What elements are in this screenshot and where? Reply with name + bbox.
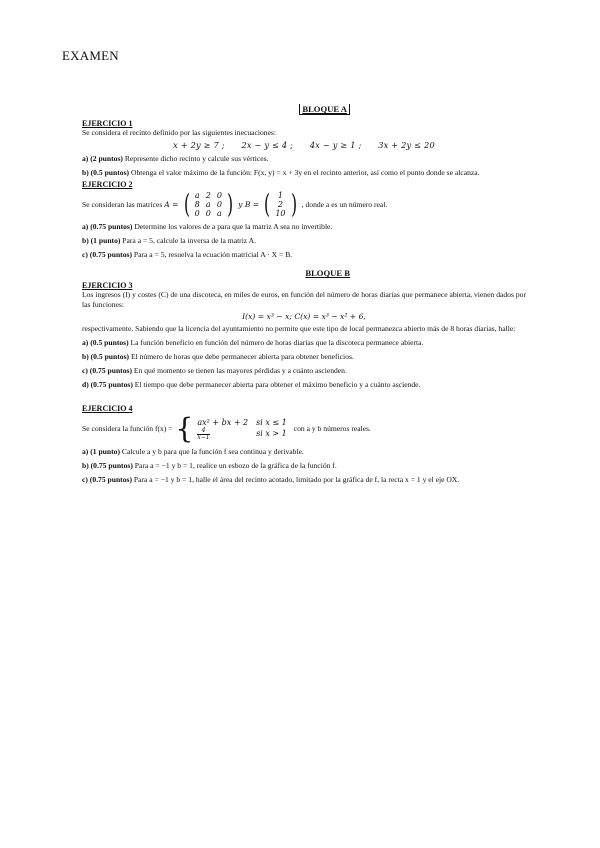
bloque-b-label: BLOQUE B bbox=[305, 268, 350, 278]
part-text: El número de horas que debe permanecer abierta para obtener beneficios. bbox=[129, 352, 354, 361]
ejercicio-3-part-c bbox=[82, 366, 526, 376]
ejercicio-2-matrices bbox=[82, 191, 526, 218]
part-text: Para a = −1 y b = 1, halle el área del recinto acotado, limitado por la gráfica de f, la recta x = 1 y el eje OX. bbox=[132, 475, 460, 484]
matrix-a-cell: 2 bbox=[205, 191, 211, 200]
piece-2-expr bbox=[193, 428, 252, 441]
ejercicio-2-part-c bbox=[82, 250, 526, 260]
ejercicio-3-intro: Los ingresos (I) y costes (C) de una discoteca, en miles de euros, en función del número de horas diarias que permanece abierta, vienen dados por las funciones: bbox=[82, 290, 526, 309]
matrices-tail: , donde a es un número real. bbox=[301, 199, 388, 209]
matrix-b-cell: 2 bbox=[277, 200, 283, 209]
part-label: a) (0.5 puntos) bbox=[82, 338, 129, 347]
ejercicio-4-title: EJERCICIO 4 bbox=[82, 404, 133, 413]
function-tail: con a y b números reales. bbox=[293, 424, 371, 433]
piece-1-expr: ax² + bx + 2 bbox=[197, 417, 249, 427]
part-label: a) (0.75 puntos) bbox=[82, 222, 133, 231]
part-label: a) (2 puntos) bbox=[82, 154, 123, 163]
ejercicio-3-part-d bbox=[82, 380, 526, 390]
part-label: a) (1 punto) bbox=[82, 447, 120, 456]
matrix-b: ( 1 2 10 ) bbox=[264, 189, 297, 220]
part-text: Determine los valores de a para que la matriz A sea no invertible. bbox=[132, 222, 333, 231]
inequality-1: x + 2y ≥ 7 ; bbox=[173, 140, 225, 150]
bloque-a-heading bbox=[82, 104, 526, 115]
matrix-b-cell: 10 bbox=[275, 209, 286, 218]
matrix-a-cell: a bbox=[205, 200, 211, 209]
matrix-a-cell: a bbox=[194, 191, 200, 200]
part-label: c) (0.75 puntos) bbox=[82, 366, 132, 375]
part-label: d) (0.75 puntos) bbox=[82, 380, 133, 389]
inequality-3: 4x − y ≥ 1 ; bbox=[309, 140, 362, 150]
ejercicio-3-part-a bbox=[82, 338, 526, 348]
ejercicio-1-intro: Se considera el recinto definido por las siguientes inecuaciones: bbox=[82, 128, 277, 137]
ejercicio-3-after: respectivamente. Sabiendo que la licencia del ayuntamiento no permite que este tipo de local permanezca abierto más de 8 horas diarias, halle: bbox=[82, 324, 516, 333]
ejercicio-4-part-c bbox=[82, 475, 526, 485]
inequality-4: 3x + 2y ≤ 20 bbox=[378, 140, 435, 150]
part-label: b) (0.5 puntos) bbox=[82, 352, 130, 361]
part-label: c) (0.75 puntos) bbox=[82, 475, 132, 484]
ejercicio-4-function bbox=[82, 412, 526, 445]
matrix-a-cell: 8 bbox=[194, 200, 200, 209]
function-lead: Se considera la función f(x) = bbox=[82, 424, 173, 433]
ejercicio-1-part-a bbox=[82, 154, 526, 164]
part-label: b) (0.75 puntos) bbox=[82, 461, 133, 470]
exam-content bbox=[82, 104, 526, 485]
ejercicio-3-formula: I(x) = x³ − x; C(x) = x³ − x² + 6, bbox=[242, 312, 366, 321]
piece-2-numerator: 4 bbox=[197, 428, 209, 435]
ejercicio-2-title: EJERCICIO 2 bbox=[82, 180, 133, 189]
bloque-b-heading bbox=[82, 268, 526, 279]
part-text: Para a = −1 y b = 1, realice un esbozo de la gráfica de la función f. bbox=[132, 461, 337, 470]
exam-title: EXAMEN bbox=[62, 48, 119, 63]
ejercicio-2-part-a bbox=[82, 222, 526, 232]
part-text: La función beneficio en función del número de horas diarias que la discoteca permanece abierta. bbox=[128, 338, 424, 347]
ejercicio-3-part-b bbox=[82, 352, 526, 362]
matrix-a-cell: 0 bbox=[216, 191, 222, 200]
ejercicio-3-title: EJERCICIO 3 bbox=[82, 281, 133, 290]
matrix-a-cell: a bbox=[217, 209, 222, 218]
matrix-a: ( a 2 0 8 a 0 0 0 a ) bbox=[183, 189, 234, 220]
ejercicio-1-inequalities bbox=[82, 140, 526, 150]
matrix-a-cell: 0 bbox=[216, 200, 222, 209]
part-label: b) (1 punto) bbox=[82, 236, 121, 245]
matrix-b-name: y B = bbox=[238, 199, 260, 209]
piecewise-function: { ax² + bx + 2 si x ≤ 1 $\frac{4}{x-1}$ si x > 1 bbox=[176, 415, 291, 443]
part-text: Para a = 5, resuelva la ecuación matricial A · X = B. bbox=[132, 250, 293, 259]
ejercicio-2-part-b bbox=[82, 236, 526, 246]
ejercicio-4-part-b bbox=[82, 461, 526, 471]
ejercicio-1-part-b bbox=[82, 168, 526, 178]
part-text: En qué momento se tienen las mayores pérdidas y a cuánto ascienden. bbox=[132, 366, 347, 375]
part-text: Calcule a y b para que la función f sea continua y derivable. bbox=[119, 447, 304, 456]
matrix-b-cell: 1 bbox=[277, 191, 283, 200]
ejercicio-1-title: EJERCICIO 1 bbox=[82, 119, 133, 128]
piece-2-cond: si x > 1 bbox=[256, 429, 287, 438]
inequality-2: 2x − y ≤ 4 ; bbox=[241, 140, 294, 150]
part-text: Represente dicho recinto y calcule sus vértices. bbox=[122, 154, 269, 163]
matrix-a-name: A = bbox=[164, 199, 179, 209]
piece-2-denominator: x−1 bbox=[197, 433, 210, 441]
bloque-a-label: BLOQUE A bbox=[299, 104, 350, 115]
part-text: El tiempo que debe permanecer abierta para obtener el máximo beneficio y a cuánto asciende. bbox=[132, 380, 421, 389]
part-text: Para a = 5, calcule la inversa de la matriz A. bbox=[120, 236, 257, 245]
matrix-a-cell: 0 bbox=[194, 209, 200, 218]
matrices-lead: Se consideran las matrices bbox=[82, 199, 163, 209]
part-label: c) (0.75 puntos) bbox=[82, 250, 132, 259]
ejercicio-4-part-a bbox=[82, 447, 526, 457]
part-label: b) (0.5 puntos) bbox=[82, 168, 130, 177]
part-text: Obtenga el valor máximo de la función: F(x, y) = x + 3y en el recinto anterior, así como el punto donde se alcanza. bbox=[129, 168, 480, 177]
matrix-a-cell: 0 bbox=[205, 209, 211, 218]
piece-1-cond: si x ≤ 1 bbox=[256, 417, 287, 427]
